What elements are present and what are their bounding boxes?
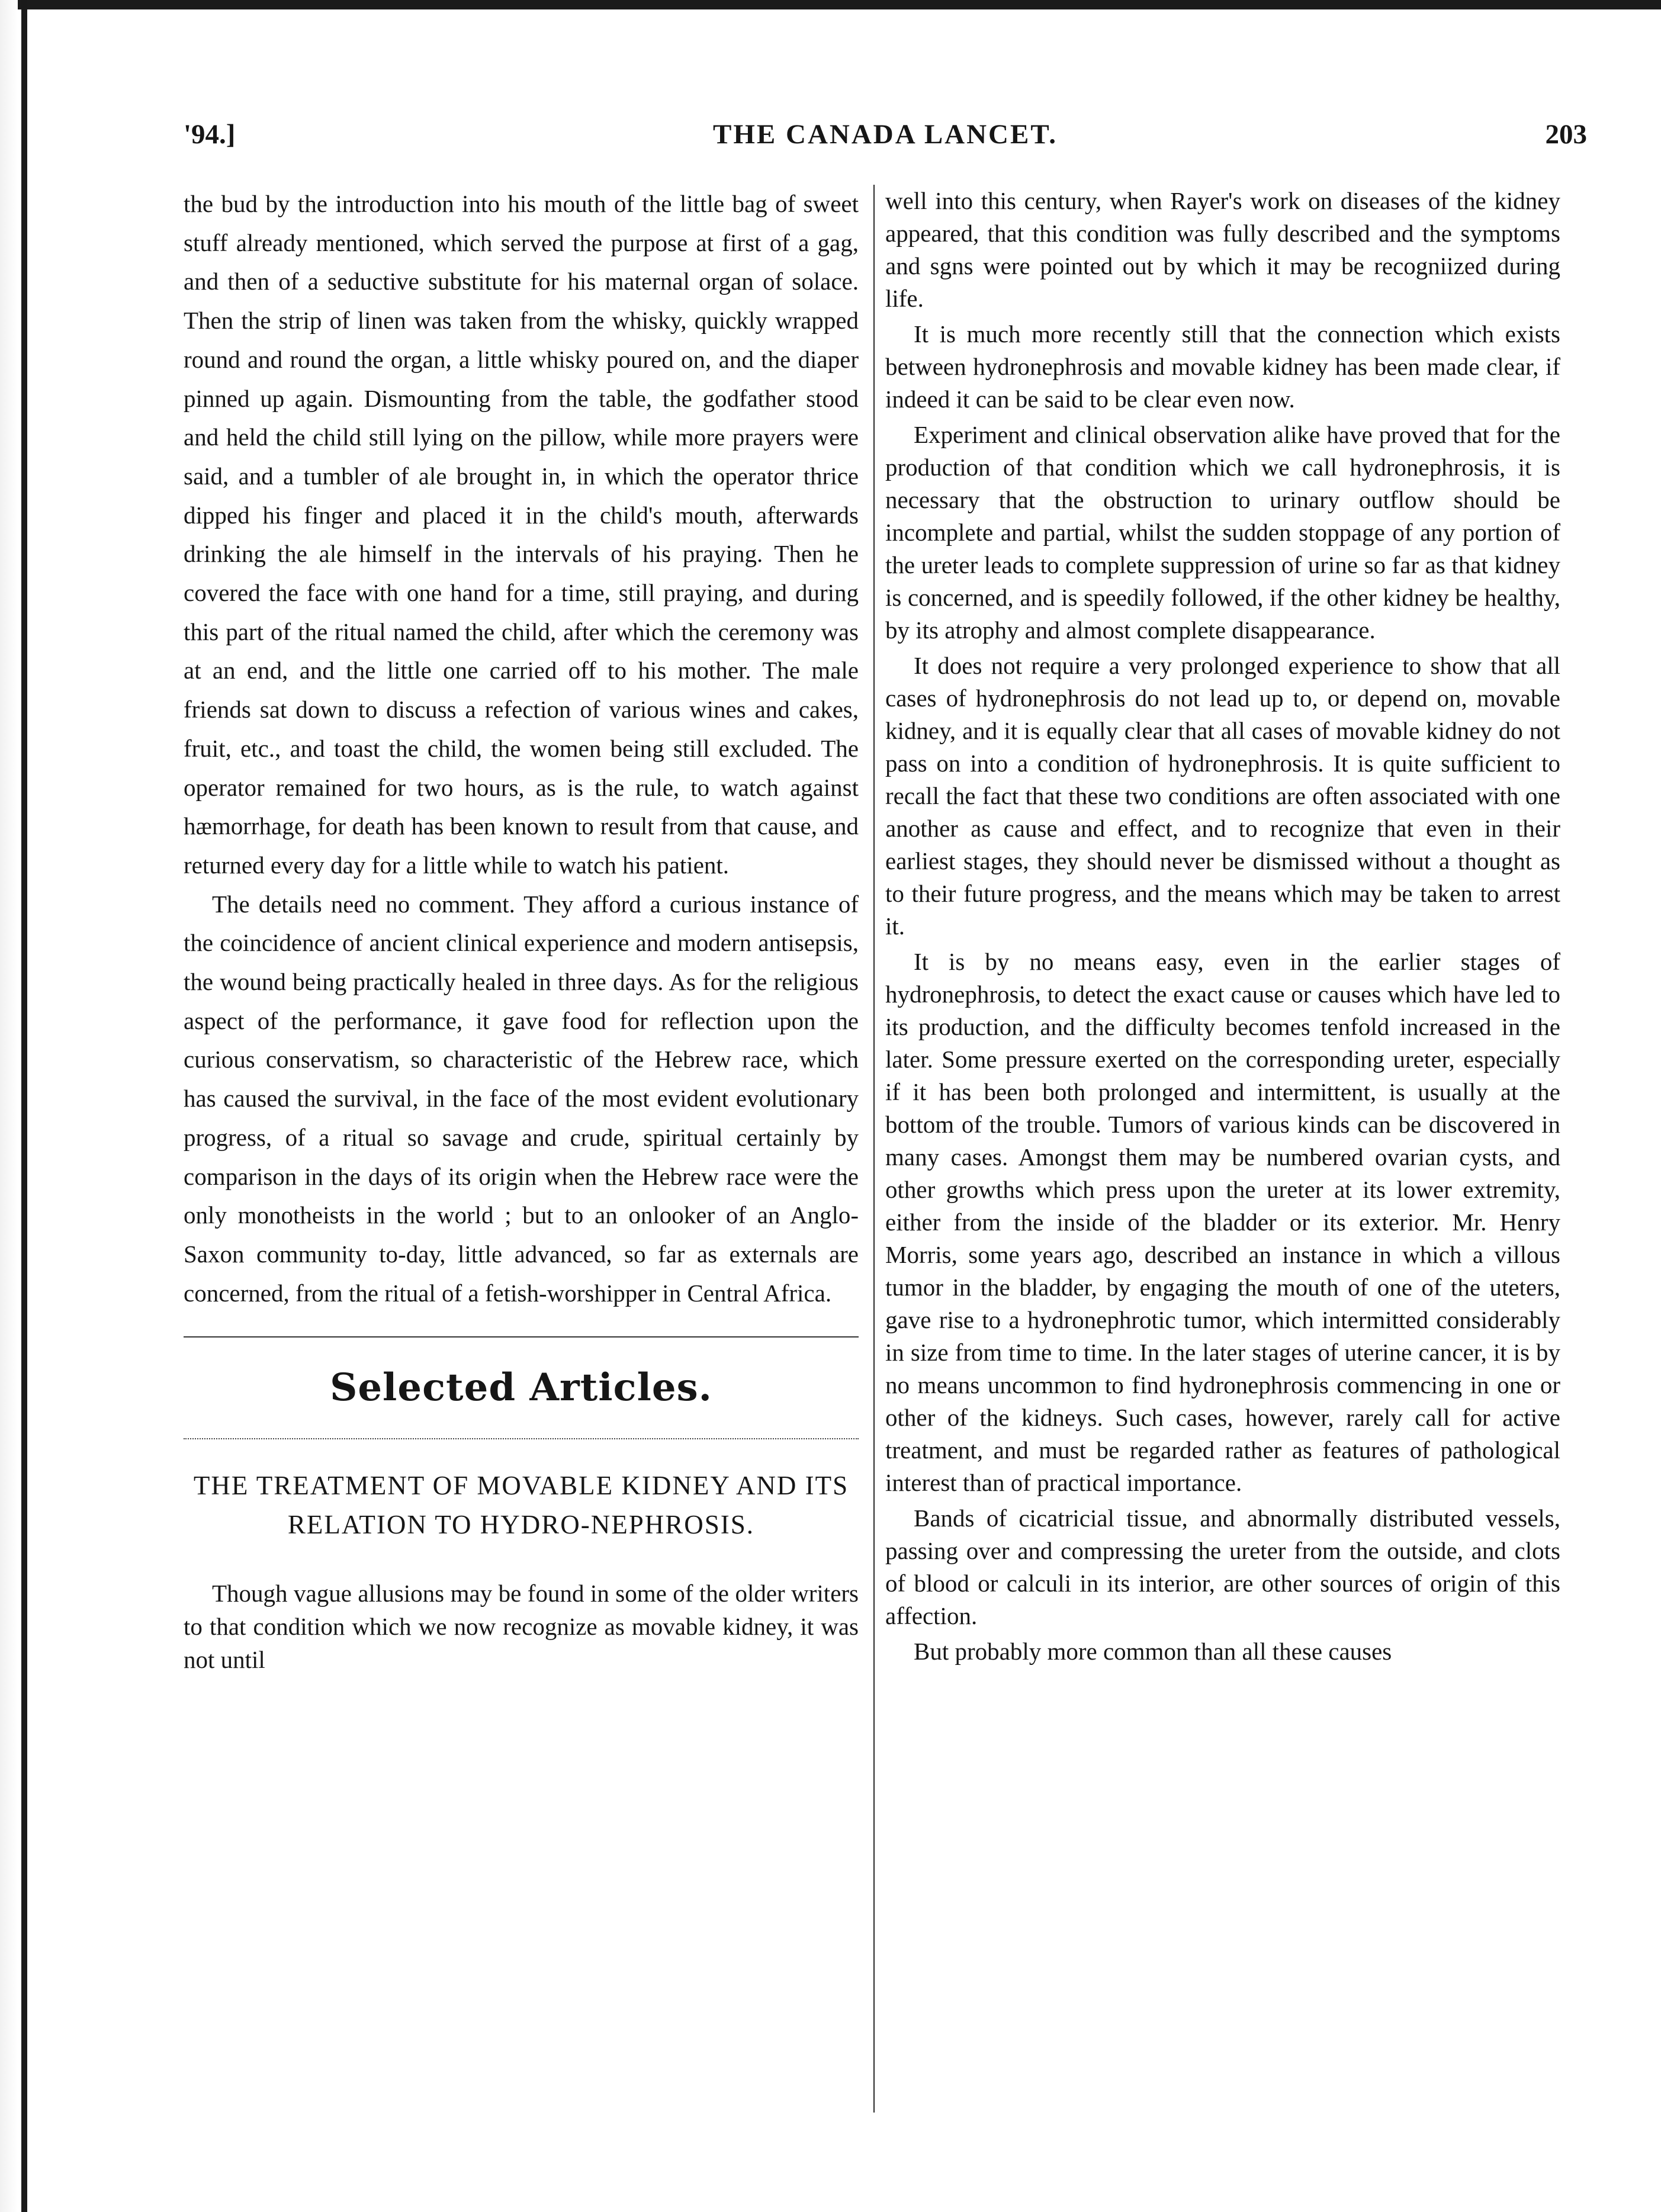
right-paragraph-4: It does not require a very prolonged experience to show that all cases of hydronephrosis do not lead up to, or depend on, movable kidney, and it is equally clear that all cases of movable kidney do not pass on into a condition of hydronephrosis. It is quite sufficient to recall the fact that these two conditions are often associated with one another as cause and effect, and to recognize that even in their earliest stages, they should never be dismissed without a thought as to their future progress, and the means which may be taken to arrest it. xyxy=(885,652,1560,940)
left-paragraph-2: The details need no comment. They afford a curious instance of the coincidence of ancient clinical experience and modern antisepsis, the wound being practically healed in three days. As for the religious aspect of the performance, it gave food for reflection upon the curious conservatism, so characteristic of the Hebrew race, which has caused the survival, in the face of the most evident evolutionary progress, of a ritual so savage and crude, spiritual certainly by comparison in the days of its origin when the Hebrew race were the only monotheists in the world ; but to an onlooker of an Anglo-Saxon community to-day, little advanced, so far as externals are concerned, from the ritual of a fetish-worshipper in Central Africa. xyxy=(184,890,859,1307)
section-heading: Selected Articles. xyxy=(330,1365,712,1410)
right-paragraph-3: Experiment and clinical observation alike have proved that for the production of that condition which we call hydronephrosis, it is necessary that the obstruction to urinary outflow should be incomplete and partial, whilst the sudden stoppage of any portion of the ureter leads to complete suppression of urine so far as that kidney is concerned, and is speedily followed, if the other kidney be healthy, by its atrophy and almost complete disappearance. xyxy=(885,421,1560,644)
article-title: THE TREATMENT OF MOVABLE KIDNEY AND ITS RELATION TO HYDRO-NEPHROSIS. xyxy=(193,1471,849,1540)
running-header xyxy=(184,118,1587,166)
right-paragraph-7: But probably more common than all these causes xyxy=(914,1638,1392,1665)
binding-edge-line xyxy=(21,0,27,2212)
page-edge-shadow xyxy=(0,0,18,2212)
header-date: '94.] xyxy=(184,119,236,150)
right-paragraph-5: It is by no means easy, even in the earlier stages of hydronephrosis, to detect the exact cause or causes which have led to its production, and the difficulty becomes tenfold increased in the later. Some pressure exerted on the corresponding ureter, especially if it has been both prolonged and intermittent, is usually at the bottom of the trouble. Tumors of various kinds can be discovered in many cases. Amongst them may be numbered ovarian cysts, and other growths which press upon the ureter at its lower extremity, either from the inside of the bladder or its exterior. Mr. Henry Morris, some years ago, described an instance in which a villous tumor in the bladder, by engaging the mouth of one of the uteters, gave rise to a hydronephrotic tumor, which intermitted considerably in size from time to time. In the later stages of uterine cancer, it is by no means uncommon to find hydronephrosis commencing in one or other of the kidneys. Such cases, however, rarely call for active treatment, and must be regarded rather as features of pathological interest than of practical importance. xyxy=(885,948,1560,1496)
column-divider xyxy=(873,185,875,2113)
section-rule-bottom xyxy=(184,1438,859,1439)
top-border-rule xyxy=(0,0,1661,9)
right-paragraph-2: It is much more recently still that the connection which exists between hydronephrosis and movable kidney has been made clear, if indeed it can be said to be clear even now. xyxy=(885,320,1560,413)
right-paragraph-1: well into this century, when Rayer's work on diseases of the kidney appeared, that this condition was fully described and the symptoms and sgns were pointed out by which it may be recogniized during life. xyxy=(885,187,1560,312)
article-first-paragraph: Though vague allusions may be found in some of the older writers to that condition which we now recognize as movable kidney, it was not until xyxy=(184,1580,859,1674)
journal-title: THE CANADA LANCET. xyxy=(713,119,1058,150)
page-number: 203 xyxy=(1545,119,1587,150)
left-column xyxy=(184,185,859,1676)
left-paragraph-1: the bud by the introduction into his mouth of the little bag of sweet stuff already mentioned, which served the purpose at first of a gag, and then of a seductive substitute for his maternal organ of solace. Then the strip of linen was taken from the whisky, quickly wrapped round and round the organ, a little whisky poured on, and the diaper pinned up again. Dismounting from the table, the godfather stood and held the child still lying on the pillow, while more prayers were said, and a tumbler of ale brought in, in which the operator thrice dipped his finger and placed it in the child's mouth, afterwards drinking the ale himself in the intervals of his praying. Then he covered the face with one hand for a time, still praying, and during this part of the ritual named the child, after which the ceremony was at an end, and the little one carried off to his mother. The male friends sat down to discuss a refection of various wines and cakes, fruit, etc., and toast the child, the women being still excluded. The operator remained for two hours, as is the rule, to watch against hæmorrhage, for death has been known to result from that cause, and returned every day for a little while to watch his patient. xyxy=(184,190,859,879)
section-rule-top xyxy=(184,1336,859,1338)
right-column xyxy=(885,185,1560,1671)
right-paragraph-6: Bands of cicatricial tissue, and abnormally distributed vessels, passing over and compressing the ureter from the outside, and clots of blood or calculi in its interior, are other sources of origin of this affection. xyxy=(885,1504,1560,1629)
